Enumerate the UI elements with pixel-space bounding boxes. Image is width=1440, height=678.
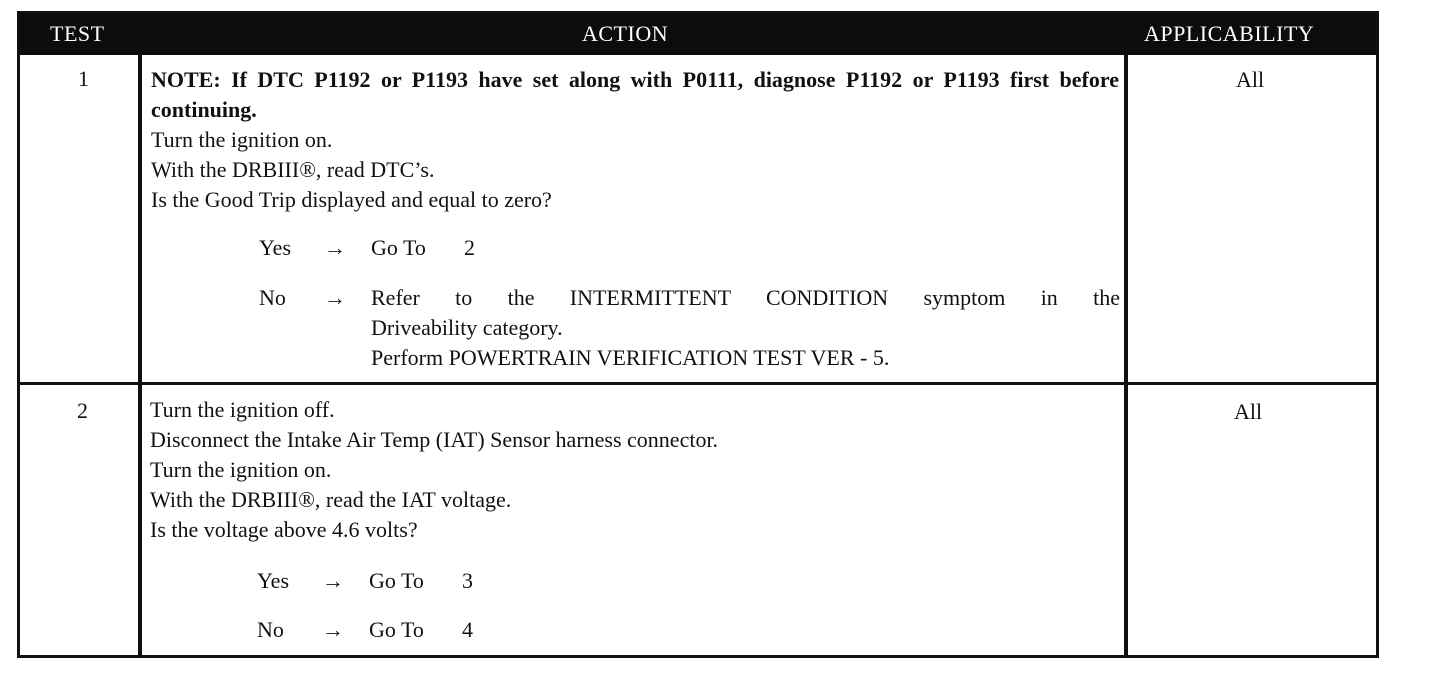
answer-no-row-2	[257, 615, 1117, 645]
table-header	[20, 14, 1376, 55]
go-to-label: Go To	[369, 568, 424, 593]
arrow-icon: →	[322, 617, 344, 642]
go-to-target: 4	[462, 617, 473, 642]
applicability-value: All	[1236, 67, 1265, 92]
instruction-line: Disconnect the Intake Air Temp (IAT) Sensor harness connector.	[150, 427, 719, 452]
instruction-line: Turn the ignition on.	[150, 457, 332, 482]
header-test: TEST	[50, 21, 105, 46]
go-to-label: Go To	[371, 235, 426, 260]
answer-label: Yes	[259, 235, 292, 260]
answer-label: No	[259, 285, 286, 310]
answer-text-line: Driveability category.	[371, 315, 563, 340]
applicability-value: All	[1234, 399, 1263, 424]
instruction-line: Turn the ignition off.	[150, 397, 335, 422]
answer-label: No	[257, 617, 284, 642]
instruction-line: With the DRBIII®, read DTC’s.	[151, 157, 435, 182]
answer-instructions	[371, 283, 1120, 373]
arrow-icon: →	[324, 235, 346, 260]
header-applicability: APPLICABILITY	[1144, 21, 1315, 46]
question-line: Is the voltage above 4.6 volts?	[150, 517, 418, 542]
test-number: 1	[78, 66, 89, 91]
column-divider-test	[138, 55, 142, 658]
answer-text-line: Refer to the INTERMITTENT CONDITION symptom in the	[371, 285, 1120, 310]
note-text: NOTE: If DTC P1192 or P1193 have set along with P0111, diagnose P1192 or P1193 first before continuing.	[151, 67, 1119, 122]
diagnostic-test-table	[17, 11, 1379, 658]
answer-no-row-1	[259, 283, 1119, 373]
arrow-icon: →	[324, 285, 346, 310]
answer-yes-row-2	[257, 566, 1117, 596]
instruction-line: With the DRBIII®, read the IAT voltage.	[150, 487, 512, 512]
test-number: 2	[77, 398, 88, 423]
go-to-target: 3	[462, 568, 473, 593]
answer-label: Yes	[257, 568, 290, 593]
column-divider-applicability	[1124, 55, 1128, 658]
instruction-line: Turn the ignition on.	[151, 127, 333, 152]
arrow-icon: →	[322, 568, 344, 593]
action-text-row-1	[151, 65, 1119, 215]
row-divider	[20, 382, 1376, 385]
go-to-target: 2	[464, 235, 475, 260]
answer-text-line: Perform POWERTRAIN VERIFICATION TEST VER - 5.	[371, 345, 890, 370]
answer-yes-row-1	[259, 233, 1119, 263]
question-line: Is the Good Trip displayed and equal to zero?	[151, 187, 552, 212]
action-text-row-2	[150, 395, 1118, 545]
go-to-label: Go To	[369, 617, 424, 642]
header-action: ACTION	[582, 21, 669, 46]
